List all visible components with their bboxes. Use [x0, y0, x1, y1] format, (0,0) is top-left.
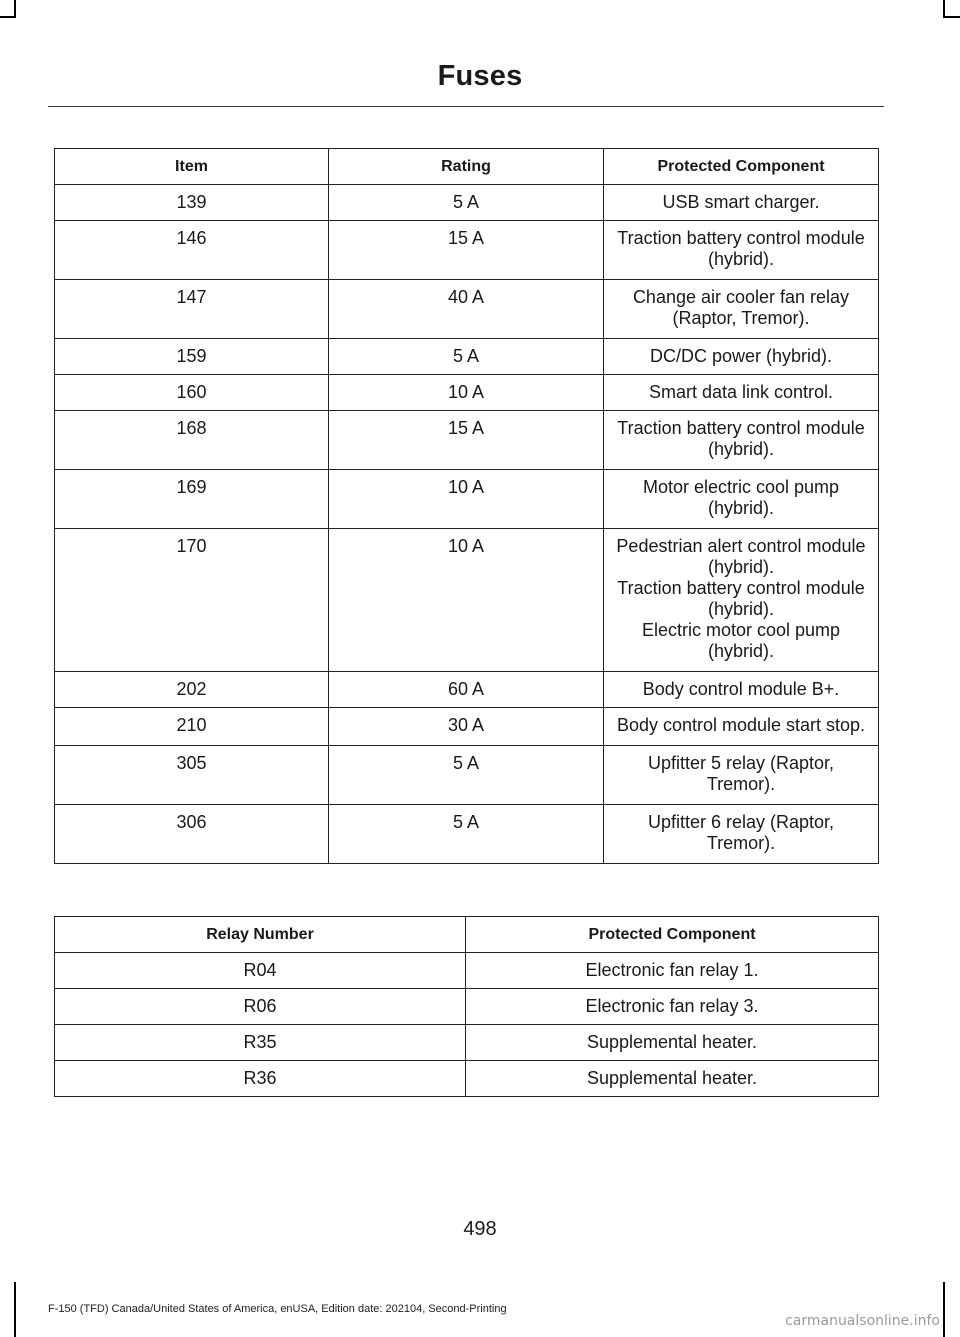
- fuse-table-body: [55, 185, 879, 864]
- fuse-rating-cell: 5 A: [329, 339, 604, 375]
- column-header-relay-number: Relay Number: [55, 917, 466, 953]
- fuse-item-cell: 202: [55, 672, 329, 708]
- table-row: [55, 185, 879, 221]
- relay-table-header: [55, 917, 879, 953]
- component-text: Body control module start stop.: [616, 715, 866, 735]
- fuse-item-cell: 210: [55, 708, 329, 746]
- fuse-rating-cell: 40 A: [329, 280, 604, 339]
- fuse-rating-cell: 5 A: [329, 185, 604, 221]
- table-row: [55, 989, 879, 1025]
- fuse-table-header: [55, 149, 879, 185]
- fuse-component-cell: [604, 708, 879, 746]
- column-header-item: Item: [55, 149, 329, 185]
- fuse-rating-cell: 10 A: [329, 470, 604, 529]
- table-row: [55, 339, 879, 375]
- component-text: Traction battery control module (hybrid).: [617, 228, 865, 269]
- component-text: Motor electric cool pump (hybrid).: [642, 477, 840, 518]
- relay-number-cell: R06: [55, 989, 466, 1025]
- fuse-rating-cell: 15 A: [329, 411, 604, 470]
- title-divider: [48, 106, 884, 107]
- fuse-rating-cell: 15 A: [329, 221, 604, 280]
- table-row: [55, 672, 879, 708]
- relay-number-cell: R35: [55, 1025, 466, 1061]
- component-text: Smart data link control.: [648, 382, 834, 402]
- table-row: [55, 280, 879, 339]
- fuse-rating-cell: 10 A: [329, 375, 604, 411]
- component-text: Traction battery control module (hybrid).: [617, 578, 865, 619]
- table-row: [55, 1025, 879, 1061]
- relay-table-body: [55, 953, 879, 1097]
- fuse-rating-cell: 60 A: [329, 672, 604, 708]
- table-row: [55, 746, 879, 805]
- fuse-rating-cell: 5 A: [329, 805, 604, 864]
- component-text: Upfitter 6 relay (Raptor, Tremor).: [647, 812, 835, 853]
- fuse-item-cell: 168: [55, 411, 329, 470]
- fuse-rating-cell: 30 A: [329, 708, 604, 746]
- table-row: [55, 411, 879, 470]
- relay-component-cell: Electronic fan relay 1.: [466, 953, 879, 989]
- column-header-rating: Rating: [329, 149, 604, 185]
- crop-mark-bottom-right: [943, 1282, 945, 1337]
- fuse-item-cell: 169: [55, 470, 329, 529]
- component-text: Traction battery control module (hybrid).: [617, 418, 865, 459]
- fuse-component-cell: [604, 280, 879, 339]
- component-text: Change air cooler fan relay (Raptor, Tremor).: [632, 287, 850, 328]
- component-text: Upfitter 5 relay (Raptor, Tremor).: [647, 753, 835, 794]
- table-row: [55, 953, 879, 989]
- relay-component-cell: Supplemental heater.: [466, 1025, 879, 1061]
- table-row: [55, 529, 879, 672]
- fuse-component-cell: [604, 805, 879, 864]
- fuse-component-cell: [604, 672, 879, 708]
- fuse-rating-cell: 10 A: [329, 529, 604, 672]
- relay-component-cell: Supplemental heater.: [466, 1061, 879, 1097]
- fuse-component-cell: [604, 529, 879, 672]
- component-text: Pedestrian alert control module (hybrid).: [616, 536, 866, 577]
- fuse-rating-cell: 5 A: [329, 746, 604, 805]
- fuse-item-cell: 147: [55, 280, 329, 339]
- fuse-component-cell: [604, 375, 879, 411]
- fuse-component-cell: [604, 746, 879, 805]
- table-row: [55, 1061, 879, 1097]
- table-row: [55, 805, 879, 864]
- relay-component-cell: Electronic fan relay 3.: [466, 989, 879, 1025]
- watermark: carmanualsonline.info: [785, 1313, 940, 1329]
- crop-mark-top-left-h: [0, 16, 16, 18]
- relay-number-cell: R36: [55, 1061, 466, 1097]
- crop-mark-top-right-h: [943, 16, 960, 18]
- fuse-component-cell: [604, 411, 879, 470]
- crop-mark-bottom-left: [14, 1282, 16, 1337]
- page-title: Fuses: [437, 60, 523, 92]
- relay-number-cell: R04: [55, 953, 466, 989]
- component-text: DC/DC power (hybrid).: [649, 346, 833, 366]
- component-text: Electric motor cool pump (hybrid).: [641, 620, 841, 661]
- fuse-item-cell: 306: [55, 805, 329, 864]
- table-row: [55, 708, 879, 746]
- page-number: 498: [463, 1218, 497, 1240]
- fuse-item-cell: 160: [55, 375, 329, 411]
- fuse-table: [54, 148, 879, 864]
- column-header-protected-component: Protected Component: [466, 917, 879, 953]
- column-header-protected-component: Protected Component: [604, 149, 879, 185]
- fuse-component-cell: [604, 221, 879, 280]
- table-row: [55, 470, 879, 529]
- table-row: [55, 221, 879, 280]
- fuse-component-cell: [604, 185, 879, 221]
- fuse-item-cell: 305: [55, 746, 329, 805]
- fuse-item-cell: 159: [55, 339, 329, 375]
- component-text: USB smart charger.: [662, 192, 820, 212]
- fuse-item-cell: 170: [55, 529, 329, 672]
- fuse-item-cell: 139: [55, 185, 329, 221]
- fuse-item-cell: 146: [55, 221, 329, 280]
- component-text: Body control module B+.: [642, 679, 840, 699]
- fuse-component-cell: [604, 339, 879, 375]
- footer-edition-text: F-150 (TFD) Canada/United States of America, enUSA, Edition date: 202104, Second-Printing: [48, 1303, 507, 1315]
- fuse-component-cell: [604, 470, 879, 529]
- table-row: [55, 375, 879, 411]
- relay-table: [54, 916, 879, 1097]
